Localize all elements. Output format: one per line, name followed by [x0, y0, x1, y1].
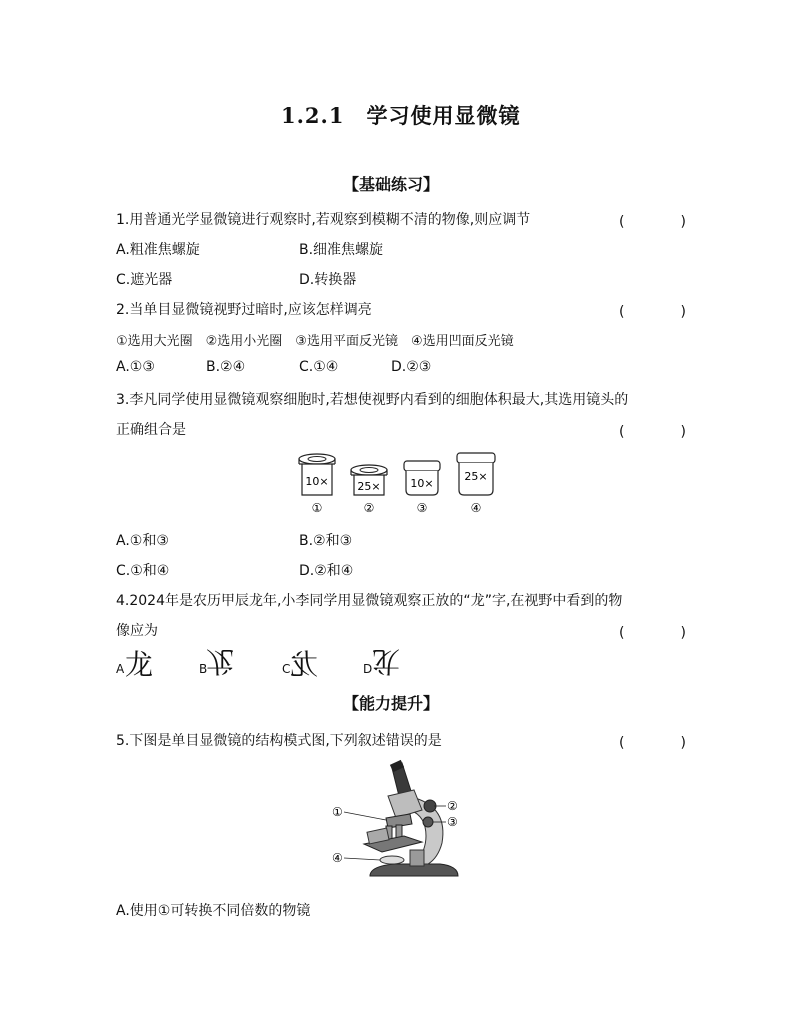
q4-option-d-char: 龙: [372, 645, 401, 678]
lens-3-objective: [404, 461, 440, 515]
q1-stem: 1.用普通光学显微镜进行观察时,若观察到模糊不清的物像,则应调节: [116, 212, 531, 228]
q1-option-c: C.遮光器: [116, 272, 173, 288]
section-basic-heading: 【基础练习】: [343, 175, 440, 194]
q4-option-b-letter: B: [199, 662, 208, 676]
q2-stem: 2.当单目显微镜视野过暗时,应该怎样调亮: [116, 302, 372, 318]
callout-3: ③: [447, 815, 458, 829]
q4-option-d-letter: D: [363, 662, 373, 676]
q4-option-c-char: 龙: [290, 648, 319, 681]
q4-stem-line1: 4.2024年是农历甲辰龙年,小李同学用显微镜观察正放的“龙”字,在视野中看到的物: [116, 593, 623, 609]
lens-2-eyepiece: [351, 465, 387, 515]
lens-4-label: 25×: [464, 470, 488, 483]
lens-3-number: ③: [416, 501, 428, 515]
q1-option-b: B.细准焦螺旋: [299, 242, 384, 258]
page-title: 1.2.1 学习使用显微镜: [281, 103, 521, 128]
q1-answer-paren: ( ): [619, 214, 686, 230]
q4-option-a-letter: A: [116, 662, 125, 676]
q4-answer-paren: ( ): [619, 625, 686, 641]
q2-answer-paren: ( ): [619, 304, 686, 320]
q3-answer-paren: ( ): [619, 424, 686, 440]
q5-stem: 5.下图是单目显微镜的结构模式图,下列叙述错误的是: [116, 733, 442, 749]
q4-option-a-char: 龙: [125, 648, 154, 681]
lens-2-label: 25×: [357, 480, 381, 493]
q2-choices: ①选用大光圈 ②选用小光圈 ③选用平面反光镜 ④选用凹面反光镜: [116, 334, 514, 349]
q3-option-d: D.②和④: [299, 563, 354, 579]
q1-option-d: D.转换器: [299, 272, 357, 288]
q4-stem-line2: 像应为: [116, 623, 158, 639]
mirror: [380, 856, 404, 864]
callout-4: ④: [332, 851, 343, 865]
q3-stem-line1: 3.李凡同学使用显微镜观察细胞时,若想使视野内看到的细胞体积最大,其选用镜头的: [116, 392, 629, 408]
q2-option-b: B.②④: [206, 359, 246, 375]
lens-3-label: 10×: [410, 477, 434, 490]
q4-option-c-letter: C: [282, 662, 291, 676]
q5-option-a: A.使用①可转换不同倍数的物镜: [116, 903, 311, 919]
lens-4-objective: [457, 453, 495, 515]
q5-answer-paren: ( ): [619, 735, 686, 751]
q3-stem-line2: 正确组合是: [116, 422, 186, 438]
lens-figure: [292, 450, 512, 520]
lens-1-label: 10×: [305, 475, 329, 488]
lens-1-eyepiece: [299, 454, 335, 515]
callout-2: ②: [447, 799, 458, 813]
lens-2-number: ②: [363, 501, 375, 515]
fine-focus-knob: [423, 817, 433, 827]
q2-option-a: A.①③: [116, 359, 155, 375]
q3-option-b: B.②和③: [299, 533, 353, 549]
lens-1-number: ①: [311, 501, 323, 515]
section-advanced-heading: 【能力提升】: [343, 694, 440, 713]
q3-option-c: C.①和④: [116, 563, 170, 579]
q4-option-b-char: 龙: [206, 645, 235, 678]
q3-option-a: A.①和③: [116, 533, 169, 549]
callout-1: ①: [332, 805, 343, 819]
q1-option-a: A.粗准焦螺旋: [116, 242, 200, 258]
q2-option-c: C.①④: [299, 359, 339, 375]
lens-4-number: ④: [470, 501, 482, 515]
q2-option-d: D.②③: [391, 359, 432, 375]
microscope-figure: [330, 758, 470, 886]
